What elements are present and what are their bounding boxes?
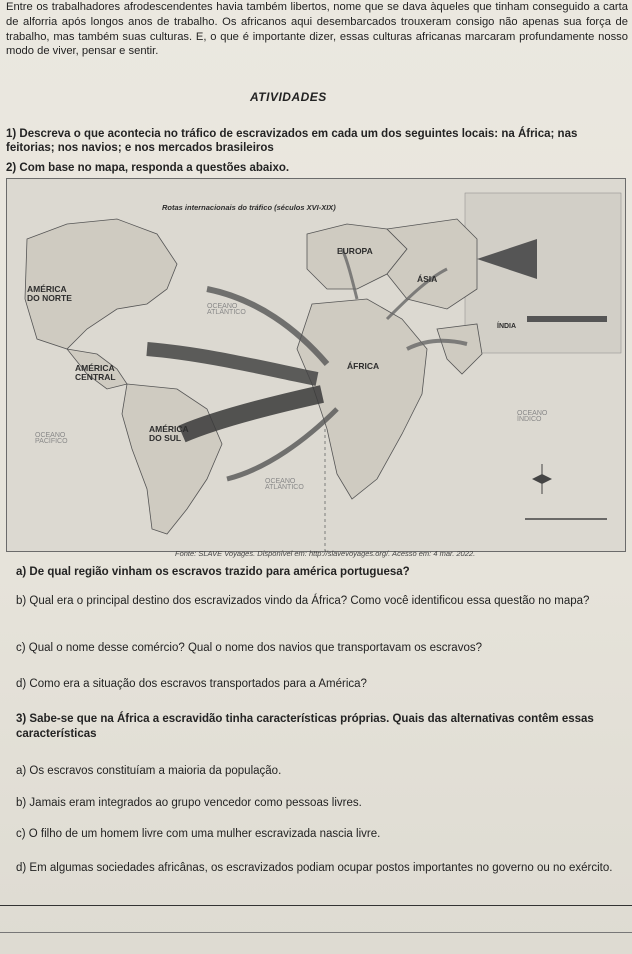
- question-2a: a) De qual região vinham os escravos trazido para américa portuguesa?: [16, 566, 410, 578]
- question-3b: b) Jamais eram integrados ao grupo vencedor como pessoas livres.: [16, 797, 362, 809]
- question-2: 2) Com base no mapa, responda a questões abaixo.: [6, 162, 290, 174]
- question-2d: d) Como era a situação dos escravos transportados para a América?: [16, 678, 367, 690]
- section-title: ATIVIDADES: [250, 90, 327, 104]
- question-3a: a) Os escravos constituíam a maioria da população.: [16, 765, 282, 777]
- label-africa: ÁFRICA: [347, 361, 380, 371]
- divider-line-2: [0, 932, 632, 933]
- map-source: Fonte: SLAVE Voyages. Disponível em: http://slavevoyages.org/. Acesso em: 4 mar. 2022.: [175, 549, 476, 558]
- question-2c: c) Qual o nome desse comércio? Qual o nome dos navios que transportavam os escravos?: [16, 642, 482, 654]
- label-america-sul: AMÉRICA DO SUL: [149, 424, 189, 443]
- label-america-norte: AMÉRICA DO NORTE: [27, 284, 72, 303]
- label-oceano-atlantico-sul: OCEANO ATLÂNTICO: [265, 478, 304, 491]
- question-3: 3) Sabe-se que na África a escravidão tinha características próprias. Quais das alternativas contêm essas características: [16, 713, 594, 740]
- label-europa: EUROPA: [337, 246, 373, 256]
- label-india: ÍNDIA: [497, 323, 517, 330]
- map-title: Rotas internacionais do tráfico (séculos XVI-XIX): [162, 203, 336, 212]
- label-asia: ÁSIA: [417, 274, 438, 284]
- slave-trade-map: [6, 178, 626, 552]
- label-america-central: AMÉRICA CENTRAL: [75, 363, 116, 382]
- label-oceano-atlantico-norte: OCEANO ATLÂNTICO: [207, 303, 246, 316]
- divider-line: [0, 905, 632, 906]
- question-2b: b) Qual era o principal destino dos escravizados vindo da África? Como você identificou essa questão no mapa?: [16, 595, 590, 607]
- question-1: 1) Descreva o que acontecia no tráfico de escravizados em cada um dos seguintes locais: na África; nas feitorias; nos navios; e nos mercados brasileiros: [6, 128, 578, 154]
- label-oceano-indico: OCEANO ÍNDICO: [517, 410, 548, 423]
- question-3c: c) O filho de um homem livre com uma mulher escravizada nascia livre.: [16, 828, 381, 840]
- intro-paragraph: Entre os trabalhadores afrodescendentes havia também libertos, nome que se dava àqueles que tinham conseguido a carta de alforria após longos anos de trabalho. Os africanos aqui desembarcados trouxeram consigo não apenas sua força de trabalho, mas também suas culturas. E, o que é importante dizer, essas culturas africanas marcaram profundamente nosso modo de viver, pensar e sentir.: [6, 1, 628, 58]
- question-3d: d) Em algumas sociedades africânas, os escravizados podiam ocupar postos importantes no governo ou no exército.: [16, 862, 613, 874]
- label-oceano-pacifico: OCEANO PACÍFICO: [35, 432, 68, 445]
